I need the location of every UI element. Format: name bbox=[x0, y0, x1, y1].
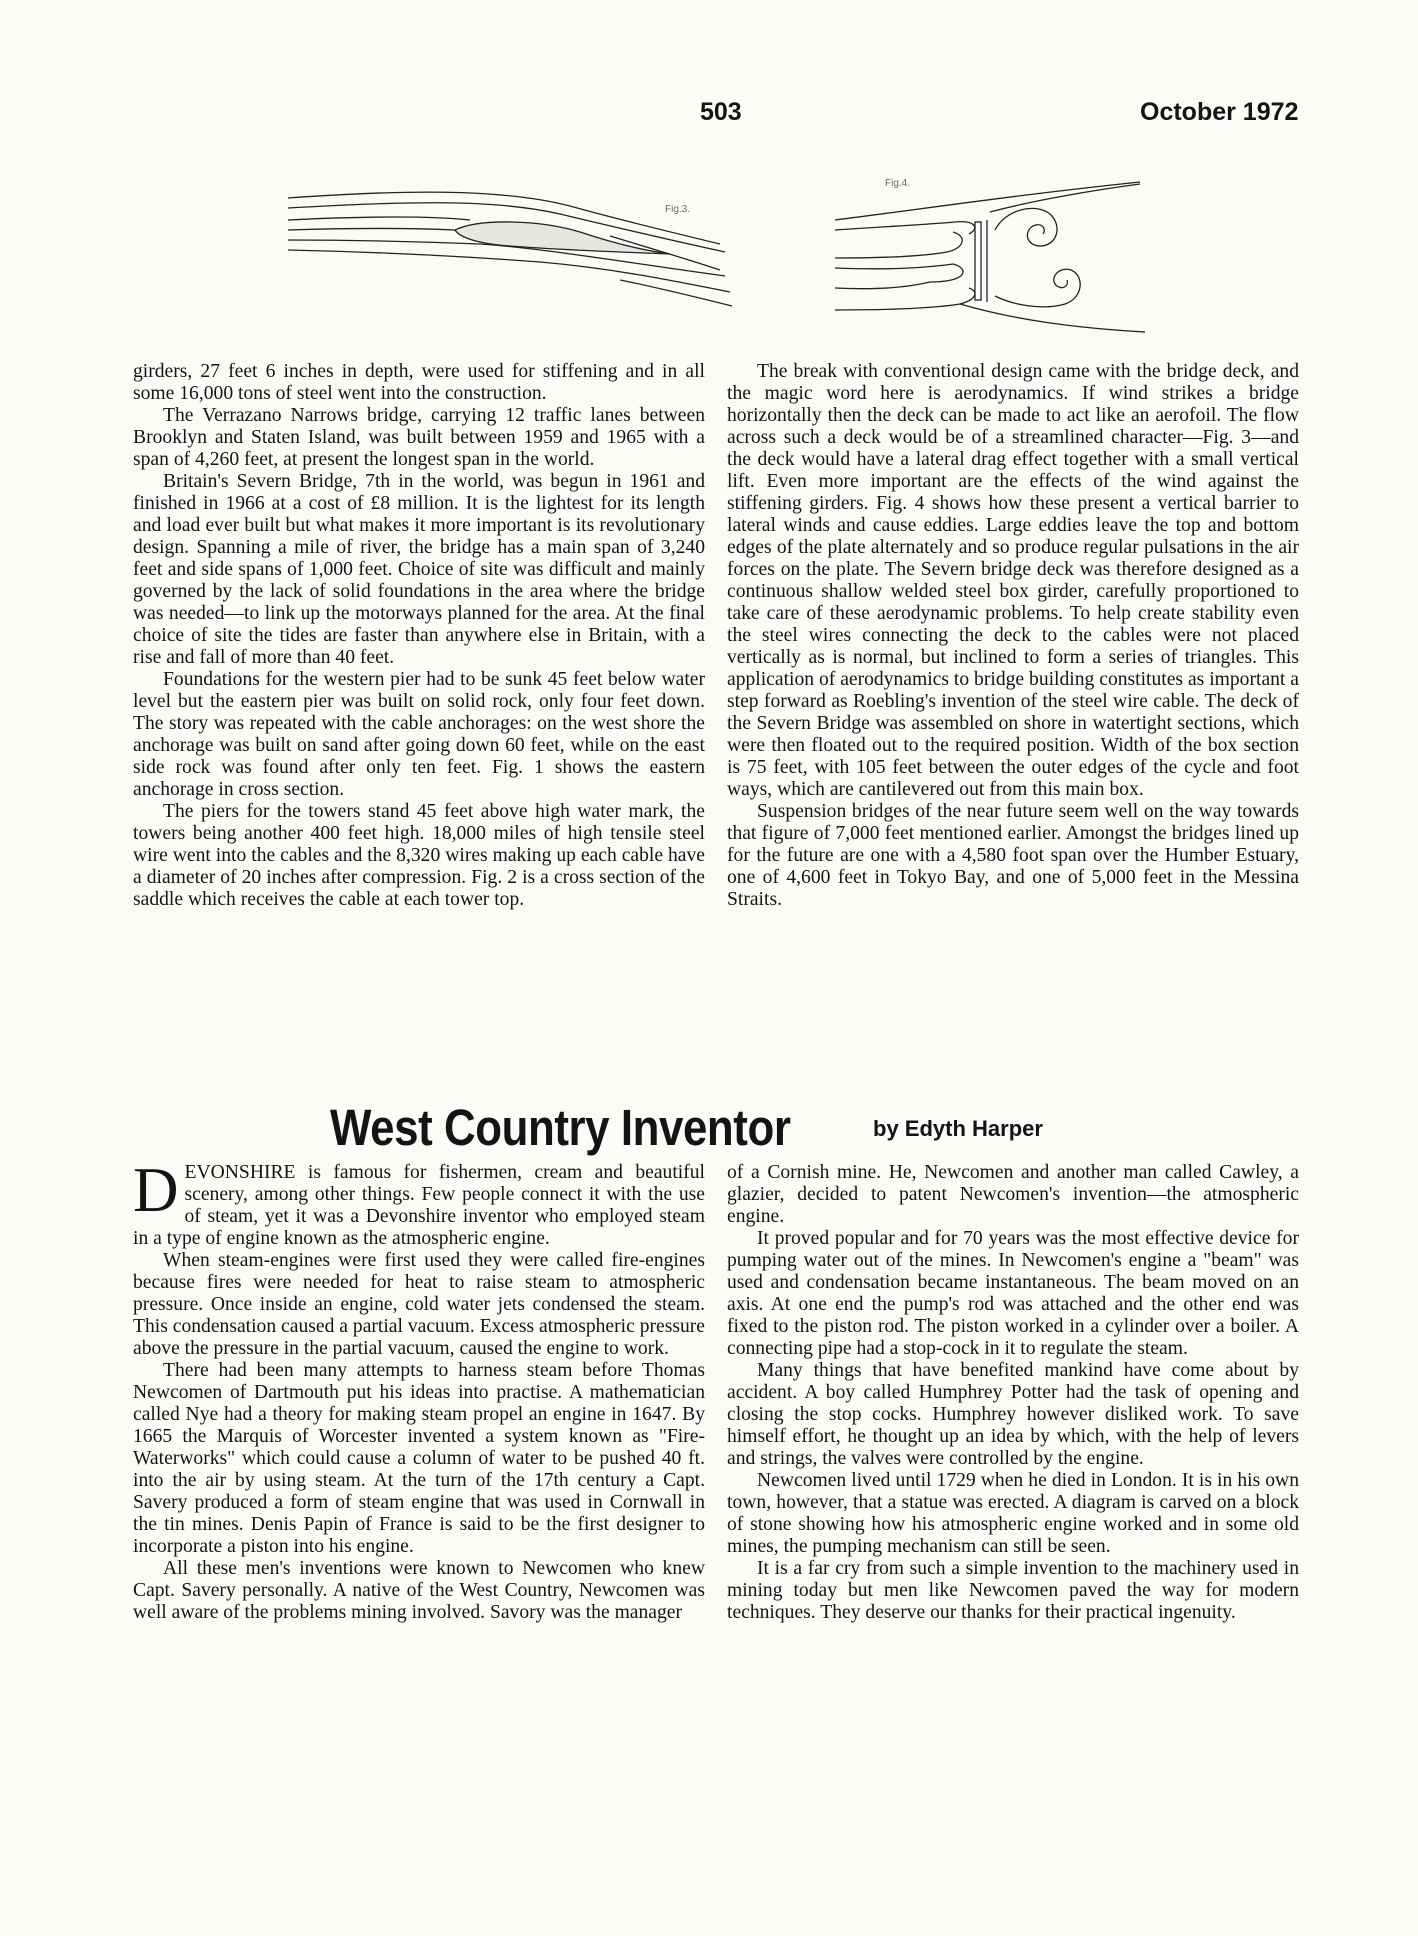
paragraph: Foundations for the western pier had to be sunk 45 feet below water level but the eastern pier was built on solid rock, only four feet down. The story was repeated with the cable anchorages: on the west shore the anchorage was built on sand after going down 60 feet, while on the east side rock was found after only ten feet. Fig. 1 shows the eastern anchorage in cross section. bbox=[133, 669, 705, 800]
figure-3-aerofoil-diagram bbox=[280, 180, 740, 315]
paragraph bbox=[133, 1155, 705, 1250]
first-paragraph-text: EVONSHIRE is famous for fishermen, cream and beautiful scenery, among other things. Few people connect it with the use of steam, yet it was a Devonshire inventor who employed steam in a type of engine known as the atmospheric engine. bbox=[133, 1162, 705, 1249]
paragraph: The break with conventional design came with the bridge deck, and the magic word here is aerodynamics. If wind strikes a bridge horizontally then the deck can be made to act like an aerofoil. The flow across such a deck would be of a streamlined character—Fig. 3—and the deck would have a lateral drag effect together with a small vertical lift. Even more important are the effects of the wind against the stiffening girders. Fig. 4 shows how these present a vertical barrier to lateral winds and cause eddies. Large eddies leave the top and bottom edges of the plate alternately and so produce regular pulsations in the air forces on the plate. The Severn bridge deck was therefore designed as a continuous shallow welded steel box girder, carefully proportioned to take care of these aerodynamic problems. To help create stability even the steel wires connecting the deck to the cables were not placed vertically as is normal, but inclined to form a series of triangles. This application of aerodynamics to bridge building constitutes as important a step forward as Roebling's invention of the steel wire cable. The deck of the Severn Bridge was assembled on shore in watertight sections, which were then floated out to the required position. Width of the box section is 75 feet, with 105 feet between the outer edges of the cycle and foot ways, which are cantilevered out from this main box. bbox=[727, 361, 1299, 800]
page-number: 503 bbox=[700, 98, 742, 126]
paragraph: The Verrazano Narrows bridge, carrying 12 traffic lanes between Brooklyn and Staten Island, was built between 1959 and 1965 with a span of 4,260 feet, at present the longest span in the world. bbox=[133, 405, 705, 470]
figure-4-label: Fig.4. bbox=[885, 178, 911, 189]
article1-left-column bbox=[133, 361, 705, 911]
paragraph: It is a far cry from such a simple invention to the machinery used in mining today but men like Newcomen paved the way for modern techniques. They deserve our thanks for their practical ingenuity. bbox=[727, 1558, 1299, 1623]
paragraph: Newcomen lived until 1729 when he died in London. It is in his own town, however, that a statue was erected. A diagram is carved on a block of stone showing how his atmospheric engine worked and in some old mines, the pumping mechanism can still be seen. bbox=[727, 1470, 1299, 1557]
paragraph: Britain's Severn Bridge, 7th in the world, was begun in 1961 and finished in 1966 at a cost of £8 million. It is the lightest for its length and load ever built but what makes it more important is its revolutionary design. Spanning a mile of river, the bridge has a main span of 3,240 feet and side spans of 1,000 feet. Choice of site was difficult and mainly governed by the lack of solid foundations in the area where the bridge was needed—to link up the motorways planned for the area. At the final choice of site the tides are faster than anywhere else in Britain, with a rise and fall of more than 40 feet. bbox=[133, 471, 705, 668]
article-title-block bbox=[330, 1098, 865, 1157]
paragraph: All these men's inventions were known to Newcomen who knew Capt. Savery personally. A native of the West Country, Newcomen was well aware of the problems mining involved. Savory was the manager bbox=[133, 1558, 705, 1623]
figure-3-label: Fig.3. bbox=[665, 204, 691, 215]
paragraph: The piers for the towers stand 45 feet above high water mark, the towers being another 400 feet high. 18,000 miles of high tensile steel wire went into the cables and the 8,320 wires making up each cable have a diameter of 20 inches after compression. Fig. 2 is a cross section of the saddle which receives the cable at each tower top. bbox=[133, 801, 705, 910]
article1-right-column bbox=[727, 361, 1299, 911]
paragraph: When steam-engines were first used they were called fire-engines because fires were needed for heat to raise steam to atmospheric pressure. Once inside an engine, cold water jets condensed the steam. This condensation caused a partial vacuum. Excess atmospheric pressure above the pressure in the partial vacuum, caused the engine to work. bbox=[133, 1250, 705, 1359]
paragraph: It proved popular and for 70 years was the most effective device for pumping water out of the mines. In Newcomen's engine a "beam" was used and condensation became instantaneous. The beam moved on an axis. At one end the pump's rod was attached and the other end was fixed to the piston rod. The piston worked in a cylinder over a boiler. A connecting pipe had a stop-cock in it to regulate the steam. bbox=[727, 1228, 1299, 1359]
paragraph: Suspension bridges of the near future seem well on the way towards that figure of 7,000 feet mentioned earlier. Amongst the bridges lined up for the future are one with a 4,580 foot span over the Humber Estuary, one of 4,600 feet in Tokyo Bay, and one of 5,000 feet in the Messina Straits. bbox=[727, 801, 1299, 910]
drop-cap: D bbox=[133, 1155, 179, 1225]
paragraph: of a Cornish mine. He, Newcomen and another man called Cawley, a glazier, decided to patent Newcomen's invention—the atmospheric engine. bbox=[727, 1162, 1299, 1227]
paragraph: Many things that have benefited mankind have come about by accident. A boy called Humphrey Potter had the task of opening and closing the stop cocks. Humphrey however disliked work. To save himself effort, he thought up an idea by which, with the help of levers and strings, the valves were controlled by the engine. bbox=[727, 1360, 1299, 1469]
issue-date: October 1972 bbox=[1140, 98, 1299, 126]
paragraph: There had been many attempts to harness steam before Thomas Newcomen of Dartmouth put his ideas into practise. A mathematician called Nye had a theory for making steam propel an engine in 1647. By 1665 the Marquis of Worcester invented a system known as "Fire-Waterworks" which could cause a column of water to be pushed 40 ft. into the air by using steam. At the turn of the 17th century a Capt. Savery produced a form of steam engine that was used in Cornwall in the tin mines. Denis Papin of France is said to be the first designer to incorporate a piston into his engine. bbox=[133, 1360, 705, 1557]
article2-left-column bbox=[133, 1155, 705, 1624]
article2-right-column bbox=[727, 1162, 1299, 1624]
article-title: West Country Inventor bbox=[330, 1099, 791, 1156]
article-byline: by Edyth Harper bbox=[873, 1116, 1043, 1141]
paragraph: girders, 27 feet 6 inches in depth, were used for stiffening and in all some 16,000 tons of steel went into the construction. bbox=[133, 361, 705, 404]
figure-4-eddies-diagram bbox=[835, 170, 1155, 345]
